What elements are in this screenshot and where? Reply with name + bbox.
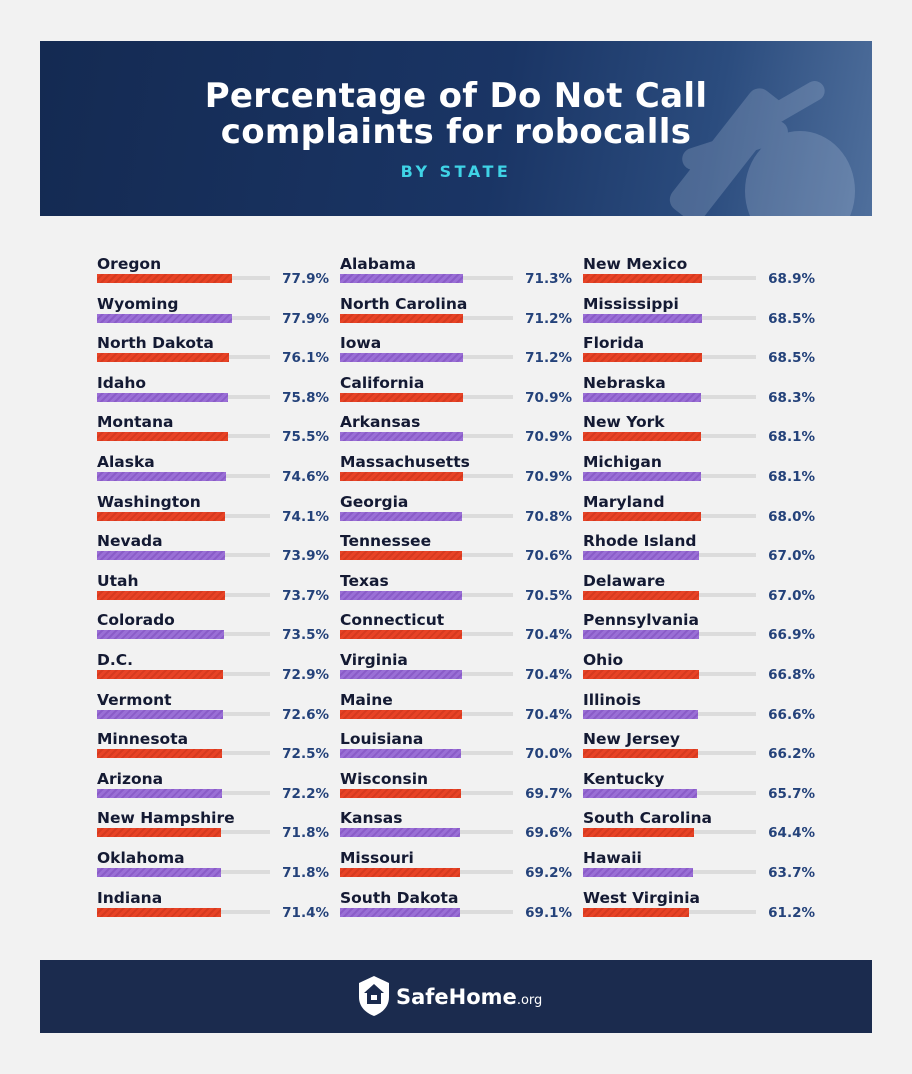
state-label: Illinois (583, 690, 641, 709)
bar-row (340, 493, 576, 529)
state-label: Wyoming (97, 294, 179, 313)
bar-row (583, 572, 819, 608)
bar (583, 670, 699, 679)
value-label: 70.8% (525, 508, 572, 525)
state-label: Massachusetts (340, 453, 470, 471)
value-label: 73.9% (282, 548, 329, 565)
bar-row (97, 889, 333, 925)
bar-row (583, 809, 819, 845)
value-label: 71.3% (525, 271, 572, 287)
bar-row (97, 493, 333, 529)
value-label: 68.3% (768, 389, 815, 406)
state-label: Pennsylvania (583, 611, 699, 630)
bar-row (340, 691, 576, 727)
state-label: Hawaii (583, 849, 642, 867)
bar (97, 393, 228, 402)
bar (583, 908, 689, 917)
value-label: 69.2% (525, 865, 572, 881)
value-label: 70.9% (525, 389, 572, 406)
state-label: New Jersey (583, 730, 680, 749)
value-label: 66.8% (768, 667, 815, 683)
value-label: 71.8% (282, 865, 329, 881)
chart-subtitle: BY STATE (400, 162, 512, 181)
state-label: Alaska (97, 453, 155, 471)
state-label: Georgia (340, 492, 409, 511)
bar (97, 670, 223, 679)
bar (583, 749, 698, 758)
bar (340, 432, 463, 441)
bar (583, 314, 702, 323)
state-label: Virginia (340, 651, 408, 669)
state-label: Rhode Island (583, 532, 697, 551)
bar (583, 630, 699, 639)
bar-row (97, 255, 333, 291)
value-label: 66.6% (768, 706, 815, 723)
bar-row (583, 730, 819, 766)
bar (97, 472, 226, 481)
value-label: 66.2% (768, 746, 815, 763)
state-label: Washington (97, 492, 201, 511)
state-label: Delaware (583, 571, 666, 590)
bar-row (97, 651, 333, 687)
value-label: 67.0% (768, 548, 815, 565)
safehome-logo[interactable] (358, 975, 558, 1019)
bar-row (97, 611, 333, 647)
state-label: New York (583, 413, 665, 432)
value-label: 68.9% (768, 271, 815, 287)
bar-row (97, 334, 333, 370)
value-label: 68.1% (768, 429, 815, 446)
bar (97, 908, 221, 917)
bar-row (340, 453, 576, 489)
bar (340, 630, 462, 639)
bar (583, 868, 693, 877)
logo-text (396, 985, 542, 1009)
value-label: 71.2% (525, 310, 572, 327)
bar-grid (97, 255, 827, 935)
state-label: Iowa (340, 334, 382, 353)
bar (340, 393, 463, 402)
state-label: Florida (583, 334, 645, 353)
bar (340, 472, 463, 481)
state-label: Maine (340, 690, 393, 709)
bar (97, 828, 221, 837)
bar-row (340, 413, 576, 449)
state-label: Texas (340, 571, 389, 590)
bar-row (97, 691, 333, 727)
bar (583, 710, 698, 719)
state-label: Nebraska (583, 373, 666, 392)
state-label: Arizona (97, 769, 164, 788)
bar (97, 551, 225, 560)
bar (340, 353, 463, 362)
value-label: 69.6% (525, 825, 572, 842)
bar (97, 432, 228, 441)
value-label: 70.9% (525, 469, 572, 485)
state-label: Alabama (340, 255, 416, 273)
state-label: Maryland (583, 492, 665, 511)
value-label: 61.2% (768, 904, 815, 921)
bar-row (583, 295, 819, 331)
bar (340, 908, 460, 917)
value-label: 71.8% (282, 825, 329, 842)
bar (97, 868, 221, 877)
bar-row (340, 255, 576, 291)
bar (97, 749, 222, 758)
value-label: 65.7% (768, 785, 815, 802)
bar-row (583, 453, 819, 489)
bar-row (583, 691, 819, 727)
bar (97, 512, 225, 521)
value-label: 77.9% (282, 310, 329, 327)
bar-row (97, 809, 333, 845)
state-label: Missouri (340, 849, 414, 867)
bar (340, 314, 463, 323)
state-label: New Hampshire (97, 809, 235, 828)
bar (340, 274, 463, 283)
bar-row (97, 572, 333, 608)
bar (583, 393, 701, 402)
bar-row (340, 295, 576, 331)
bar (583, 551, 699, 560)
chart-title (40, 78, 872, 150)
bar-row (340, 611, 576, 647)
bar-row (97, 413, 333, 449)
bar (340, 828, 460, 837)
state-label: Oklahoma (97, 849, 185, 867)
state-label: Connecticut (340, 611, 445, 630)
bar-row (583, 334, 819, 370)
value-label: 67.0% (768, 587, 815, 604)
value-label: 74.1% (282, 508, 329, 525)
value-label: 63.7% (768, 865, 815, 881)
state-label: West Virginia (583, 888, 700, 907)
bar (97, 274, 232, 283)
bar-row (340, 651, 576, 687)
bar-row (583, 532, 819, 568)
bar-row (340, 809, 576, 845)
value-label: 68.0% (768, 508, 815, 525)
bar-row (583, 413, 819, 449)
state-label: Ohio (583, 651, 624, 669)
state-label: Indiana (97, 888, 163, 907)
bar (340, 749, 461, 758)
state-label: Minnesota (97, 730, 189, 749)
state-label: Colorado (97, 611, 175, 630)
footer-banner (40, 960, 872, 1033)
bar (340, 789, 461, 798)
bar (340, 868, 460, 877)
bar (583, 591, 699, 600)
bar-row (583, 770, 819, 806)
bar (583, 512, 701, 521)
bar (97, 353, 229, 362)
bar (583, 353, 702, 362)
title-line-1: Percentage of Do Not Call (204, 76, 708, 116)
bar-row (340, 730, 576, 766)
bar (97, 630, 224, 639)
bar-row (340, 572, 576, 608)
bar (340, 512, 462, 521)
header-banner (40, 41, 872, 216)
value-label: 72.9% (282, 667, 329, 683)
value-label: 68.5% (768, 310, 815, 327)
state-label: South Carolina (583, 809, 712, 828)
state-label: Kansas (340, 809, 403, 828)
value-label: 66.9% (768, 627, 815, 644)
state-label: South Dakota (340, 888, 459, 907)
bar (97, 314, 232, 323)
bar-row (583, 849, 819, 885)
value-label: 77.9% (282, 271, 329, 287)
value-label: 70.4% (525, 706, 572, 723)
state-label: Idaho (97, 373, 147, 392)
bar-row (340, 334, 576, 370)
bar-row (583, 374, 819, 410)
bar (340, 591, 462, 600)
value-label: 72.2% (282, 785, 329, 802)
bar (340, 710, 462, 719)
state-label: Utah (97, 571, 139, 590)
bar-row (583, 611, 819, 647)
bar-row (97, 532, 333, 568)
state-label: California (340, 373, 425, 392)
value-label: 76.1% (282, 350, 329, 367)
bar (583, 472, 701, 481)
state-label: Montana (97, 413, 174, 432)
bar-row (97, 770, 333, 806)
value-label: 68.5% (768, 350, 815, 367)
bar-row (340, 374, 576, 410)
bar-row (340, 849, 576, 885)
state-label: Arkansas (340, 413, 421, 432)
value-label: 70.6% (525, 548, 572, 565)
state-label: Mississippi (583, 294, 679, 313)
shield-house-icon (358, 975, 390, 1017)
logo-brand: SafeHome (396, 985, 517, 1009)
state-label: Kentucky (583, 769, 665, 788)
value-label: 71.2% (525, 350, 572, 367)
state-label: Tennessee (340, 532, 432, 551)
logo-tld: .org (516, 993, 543, 1008)
value-label: 70.4% (525, 627, 572, 644)
value-label: 74.6% (282, 469, 329, 485)
state-label: North Dakota (97, 334, 214, 353)
bar-row (97, 453, 333, 489)
bar (97, 591, 225, 600)
bar (583, 828, 694, 837)
state-label: Michigan (583, 453, 662, 471)
value-label: 72.5% (282, 746, 329, 763)
state-label: D.C. (97, 651, 134, 669)
value-label: 70.9% (525, 429, 572, 446)
value-label: 75.8% (282, 389, 329, 406)
bar (340, 670, 462, 679)
value-label: 71.4% (282, 904, 329, 921)
value-label: 75.5% (282, 429, 329, 446)
state-label: New Mexico (583, 255, 688, 273)
bar-row (340, 889, 576, 925)
bar (97, 789, 222, 798)
title-line-2: complaints for robocalls (220, 112, 692, 152)
state-label: Nevada (97, 532, 163, 551)
bar-row (583, 493, 819, 529)
value-label: 64.4% (768, 825, 815, 842)
value-label: 73.5% (282, 627, 329, 644)
value-label: 69.1% (525, 904, 572, 921)
state-label: Wisconsin (340, 769, 429, 788)
bar-row (97, 374, 333, 410)
value-label: 68.1% (768, 469, 815, 485)
bar (97, 710, 223, 719)
bar-row (340, 770, 576, 806)
bar (583, 274, 702, 283)
state-label: Vermont (97, 690, 172, 709)
bar-row (340, 532, 576, 568)
value-label: 72.6% (282, 706, 329, 723)
bar (340, 551, 462, 560)
bar-row (97, 730, 333, 766)
value-label: 70.0% (525, 746, 572, 763)
state-label: Oregon (97, 255, 162, 273)
state-label: North Carolina (340, 294, 468, 313)
bar-row (97, 295, 333, 331)
state-label: Louisiana (340, 730, 424, 749)
value-label: 69.7% (525, 785, 572, 802)
value-label: 73.7% (282, 587, 329, 604)
bar (583, 789, 697, 798)
value-label: 70.5% (525, 587, 572, 604)
bar (583, 432, 701, 441)
value-label: 70.4% (525, 667, 572, 683)
bar-row (583, 255, 819, 291)
bar-row (583, 651, 819, 687)
bar-row (97, 849, 333, 885)
bar-row (583, 889, 819, 925)
